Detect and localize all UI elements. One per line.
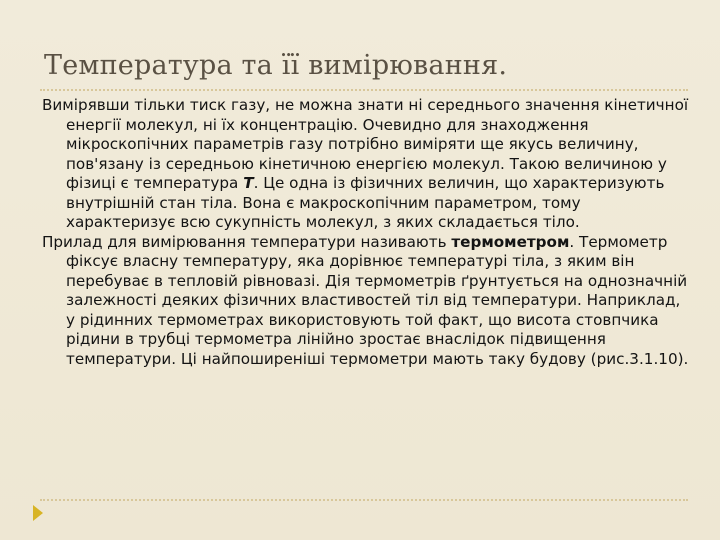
footer-divider [40, 499, 688, 501]
temperature-symbol: T [243, 174, 254, 192]
paragraph-thermometer-text: Прилад для вимірювання температури називають [42, 232, 452, 251]
paragraph-thermometer-text-end: . Термометр фіксує власну температуру, яка дорівнює температурі тіла, з яким він перебуває в тепловій рівновазі. Дія термометрів ґрунтується на однозначній залежності деяких фізичних властивостей тіл від температури. Наприклад, у рідинних термометрах використовують той факт, що висота стовпчика рідини в трубці термометра лінійно зростає внаслідок підвищення температури. Ці найпоширеніші термометри мають таку будову (рис.3.1.10). [66, 232, 689, 368]
paragraph-temperature-text: Вимірявши тільки тиск газу, не можна знати ні середнього значення кінетичної енергії молекул, ні їх концентрацію. Очевидно для знаходження мікроскопічних параметрів газу потрібно виміряти ще якусь величину, пов'язану із середньою кінетичною енергією молекул. Такою величиною у фізиці є температура [42, 96, 689, 192]
triangle-right-icon [33, 505, 43, 521]
paragraph-temperature-text-end: . Це одна із фізичних величин, що характеризують внутрішній стан тіла. Вона є макроскопічним параметром, тому характеризує всю сукупність молекул, з яких складається тіло. [66, 174, 665, 231]
slide-title: Температура та її вимірювання. [44, 50, 508, 81]
title-divider [40, 89, 688, 91]
slide-body [42, 96, 692, 369]
thermometer-term: термометром [451, 232, 570, 251]
paragraph-thermometer [42, 233, 692, 370]
paragraph-temperature [42, 96, 692, 233]
